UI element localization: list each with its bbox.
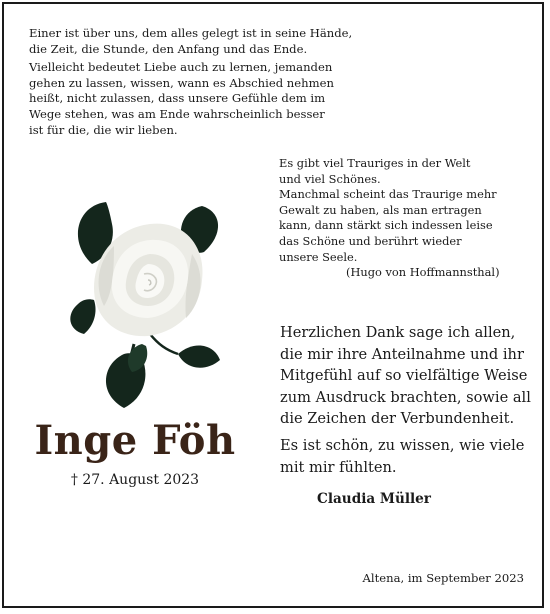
thanks-line: Herzlichen Dank sage ich allen,	[280, 324, 516, 341]
poem-line: die Zeit, die Stunde, den Anfang und das Ende.	[29, 41, 308, 56]
obituary-frame	[2, 2, 544, 608]
poem-line: ist für die, die wir lieben.	[29, 122, 178, 137]
thanks-line: mit mir fühlten.	[280, 458, 397, 476]
quote-line: Manchmal scheint das Traurige mehr	[279, 187, 497, 202]
thanks-line: Es ist schön, zu wissen, wie viele	[280, 436, 525, 454]
poem-line: gehen zu lassen, wissen, wann es Abschied nehmen	[29, 75, 334, 90]
poem-line: Einer ist über uns, dem alles gelegt ist in seine Hände,	[29, 26, 353, 40]
quote-author: (Hugo von Hoffmannsthal)	[346, 265, 500, 280]
thanks-line: zum Ausdruck brachten, sowie all	[280, 388, 531, 406]
poem-stanza-1	[29, 26, 352, 57]
poem-stanza-2	[29, 60, 352, 138]
poem-top	[29, 26, 352, 141]
quote-line: unsere Seele.	[279, 249, 358, 264]
white-rose-icon	[54, 194, 234, 414]
poem-line: Wege stehen, was am Ende wahrscheinlich besser	[29, 106, 325, 121]
thanks-line: Mitgefühl auf so vielfältige Weise	[280, 367, 528, 385]
quote-line: Gewalt zu haben, als man ertragen	[279, 202, 482, 217]
signature: Claudia Müller	[317, 491, 431, 507]
thanks-block	[280, 322, 531, 478]
thanks-line: die Zeichen der Verbundenheit.	[280, 410, 515, 428]
poem-line: Vielleicht bedeutet Liebe auch zu lernen, jemanden	[29, 60, 333, 75]
quote-line: Es gibt viel Trauriges in der Welt	[279, 156, 471, 170]
deceased-name: Inge Föh	[34, 417, 236, 464]
place-date: Altena, im September 2023	[362, 571, 524, 585]
thanks-line: die mir ihre Anteilnahme und ihr	[280, 345, 524, 363]
quote-line: und viel Schönes.	[279, 171, 381, 186]
quote-line: das Schöne und berührt wieder	[279, 233, 462, 248]
quote-line: kann, dann stärkt sich indessen leise	[279, 218, 493, 233]
poem-line: heißt, nicht zulassen, dass unsere Gefühle dem im	[29, 91, 326, 106]
death-date: † 27. August 2023	[70, 472, 200, 488]
quote-block	[279, 156, 500, 281]
